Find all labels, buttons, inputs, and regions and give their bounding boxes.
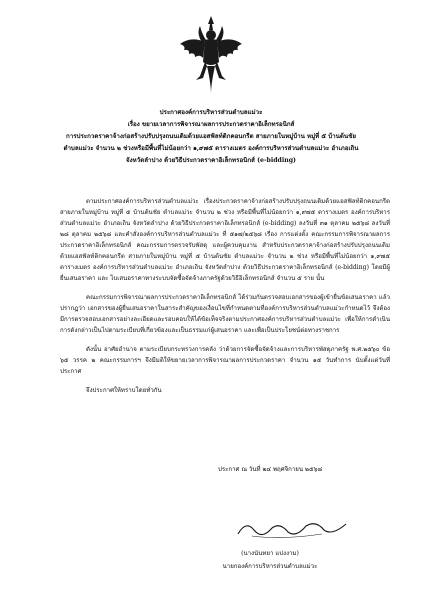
document-subject: เรื่อง ขยายเวลาการพิจารณาผลการประกวดราคาอิเล็กทรอนิกส์ [127, 121, 295, 128]
paragraph-extension-decision: ดังนั้น อาศัยอำนาจ ตามระเบียบกระทรวงการคลัง ว่าด้วยการจัดซื้อจัดจ้างและการบริหารพัสดุภาครัฐ พ.ศ.๒๕๖๐ ข้อ ๖๕ วรรค ๒ คณะกรรมการฯ จึงมีมติให้ขยายเวลาการพิจารณาผลการประกวดราคา จำนวน ๑๕ วันทำการ นับตั้งแต่วันที่ประกาศ [60, 346, 390, 375]
signer-title: นายกองค์การบริหารส่วนตำบลแม่วะ [222, 563, 318, 570]
announcement-date: ประกาศ ณ วันที่ ๒๔ พฤศจิกายน ๒๕๖๘ [218, 466, 323, 473]
project-title-line-2: ตำบลแม่วะ จำนวน ๒ ช่วงหรือมีพื้นที่ไม่น้อยกว่า ๑,๙๗๕ ตารางเมตร องค์การบริหารส่วนตำบลแม่วะ อำเภอเถิน [63, 145, 359, 152]
paragraph-committee-finding: คณะกรรมการพิจารณาผลการประกวดราคาอิเล็กทรอนิกส์ ได้ร่วมกันตรวจสอบเอกสารของผู้เข้ายื่นข้อเสนอราคา แล้วปรากฏว่า เอกสารของผู้ยื่นเสนอราคาในสาระสำคัญของเงื่อนไขที่กำหนดตามที่องค์การบริหารส่วนตำบลแม่วะกำหนดไว้ จึงต้องมีการตรวจสอบเอกสารอย่างละเอียดและรอบคอบให้ได้ข้อเท็จจริงตามประกาศองค์การบริหารส่วนตำบลแม่วะ เพื่อให้การดำเนินการดังกล่าวเป็นไปตามระเบียบที่เกี่ยวข้องและเป็นธรรมแก่ผู้เสนอราคา และเพื่อเป็นประโยชน์ต่อทางราชการ [60, 294, 390, 334]
announcement-body [60, 196, 390, 404]
signer-name: (นางนันทยา แปงงาม) [241, 550, 299, 557]
paragraph-closing: จึงประกาศให้ทราบโดยทั่วกัน [86, 387, 162, 394]
document-org-title: ประกาศองค์การบริหารส่วนตำบลแม่วะ [159, 109, 263, 116]
project-title-line-1: การประกวดราคาจ้างก่อสร้างปรับปรุงถนนเดิมด้วยแอสฟัลท์ติกคอนกรีต สายภายในหมู่บ้าน หมู่ที่ ๕ บ้านต้นชัย [66, 133, 356, 140]
handwritten-signature [232, 516, 352, 542]
project-title-line-3: จังหวัดลำปาง ด้วยวิธีประกวดราคาอิเล็กทรอนิกส์ (e-bidding) [126, 157, 296, 164]
paragraph-reference: ตามประกาศองค์การบริหารส่วนตำบลแม่วะ เรื่องประกวดราคาจ้างก่อสร้างปรับปรุงถนนเดิมด้วยแอสฟัลท์ติกคอนกรีต สายภายในหมู่บ้าน หมู่ที่ ๕ บ้านต้นชัย ตำบลแม่วะ จำนวน ๒ ช่วง หรือมีพื้นที่ไม่น้อยกว่า ๑,๙๗๕ ตารางเมตร องค์การบริหารส่วนตำบลแม่วะ อำเภอเถิน จังหวัดลำปาง ด้วยวิธีประกวดราคาอิเล็กทรอนิกส์ (e-bidding) ลงวันที่ ๓๑ ตุลาคม ๒๕๖๘ ลงวันที่ ๒๘ ตุลาคม ๒๕๖๘ และคำสั่งองค์การบริหารส่วนตำบลแม่วะ ที่ ๕๑๗/๒๕๖๘ เรื่อง การแต่งตั้ง คณะกรรมการพิจารณาผลการประกวดราคาอิเล็กทรอนิกส์ คณะกรรมการตรวจรับพัสดุ และผู้ควบคุมงาน สำหรับประกวดราคาจ้างก่อสร้างปรับปรุงถนนเดิมด้วยแอสฟัลท์ติกคอนกรีต สายภายในหมู่บ้าน หมู่ที่ ๕ บ้านต้นชัย ตำบลแม่วะ จำนวน ๒ ช่วง หรือมีพื้นที่ไม่น้อยกว่า ๑,๙๗๕ ตารางเมตร องค์การบริหารส่วนตำบลแม่วะ อำเภอเถิน จังหวัดลำปาง ด้วยวิธีประกวดราคาอิเล็กทรอนิกส์ (e-bidding) โดยมีผู้ยื่นเสนอราคา และ ไบเสนอราคาทางระบบจัดซื้อจัดจ้างภาครัฐด้วยวิธีอิเล็กทรอนิกส์ จำนวน ๕ ราย นั้น [60, 198, 390, 282]
garuda-emblem-icon [176, 14, 246, 96]
